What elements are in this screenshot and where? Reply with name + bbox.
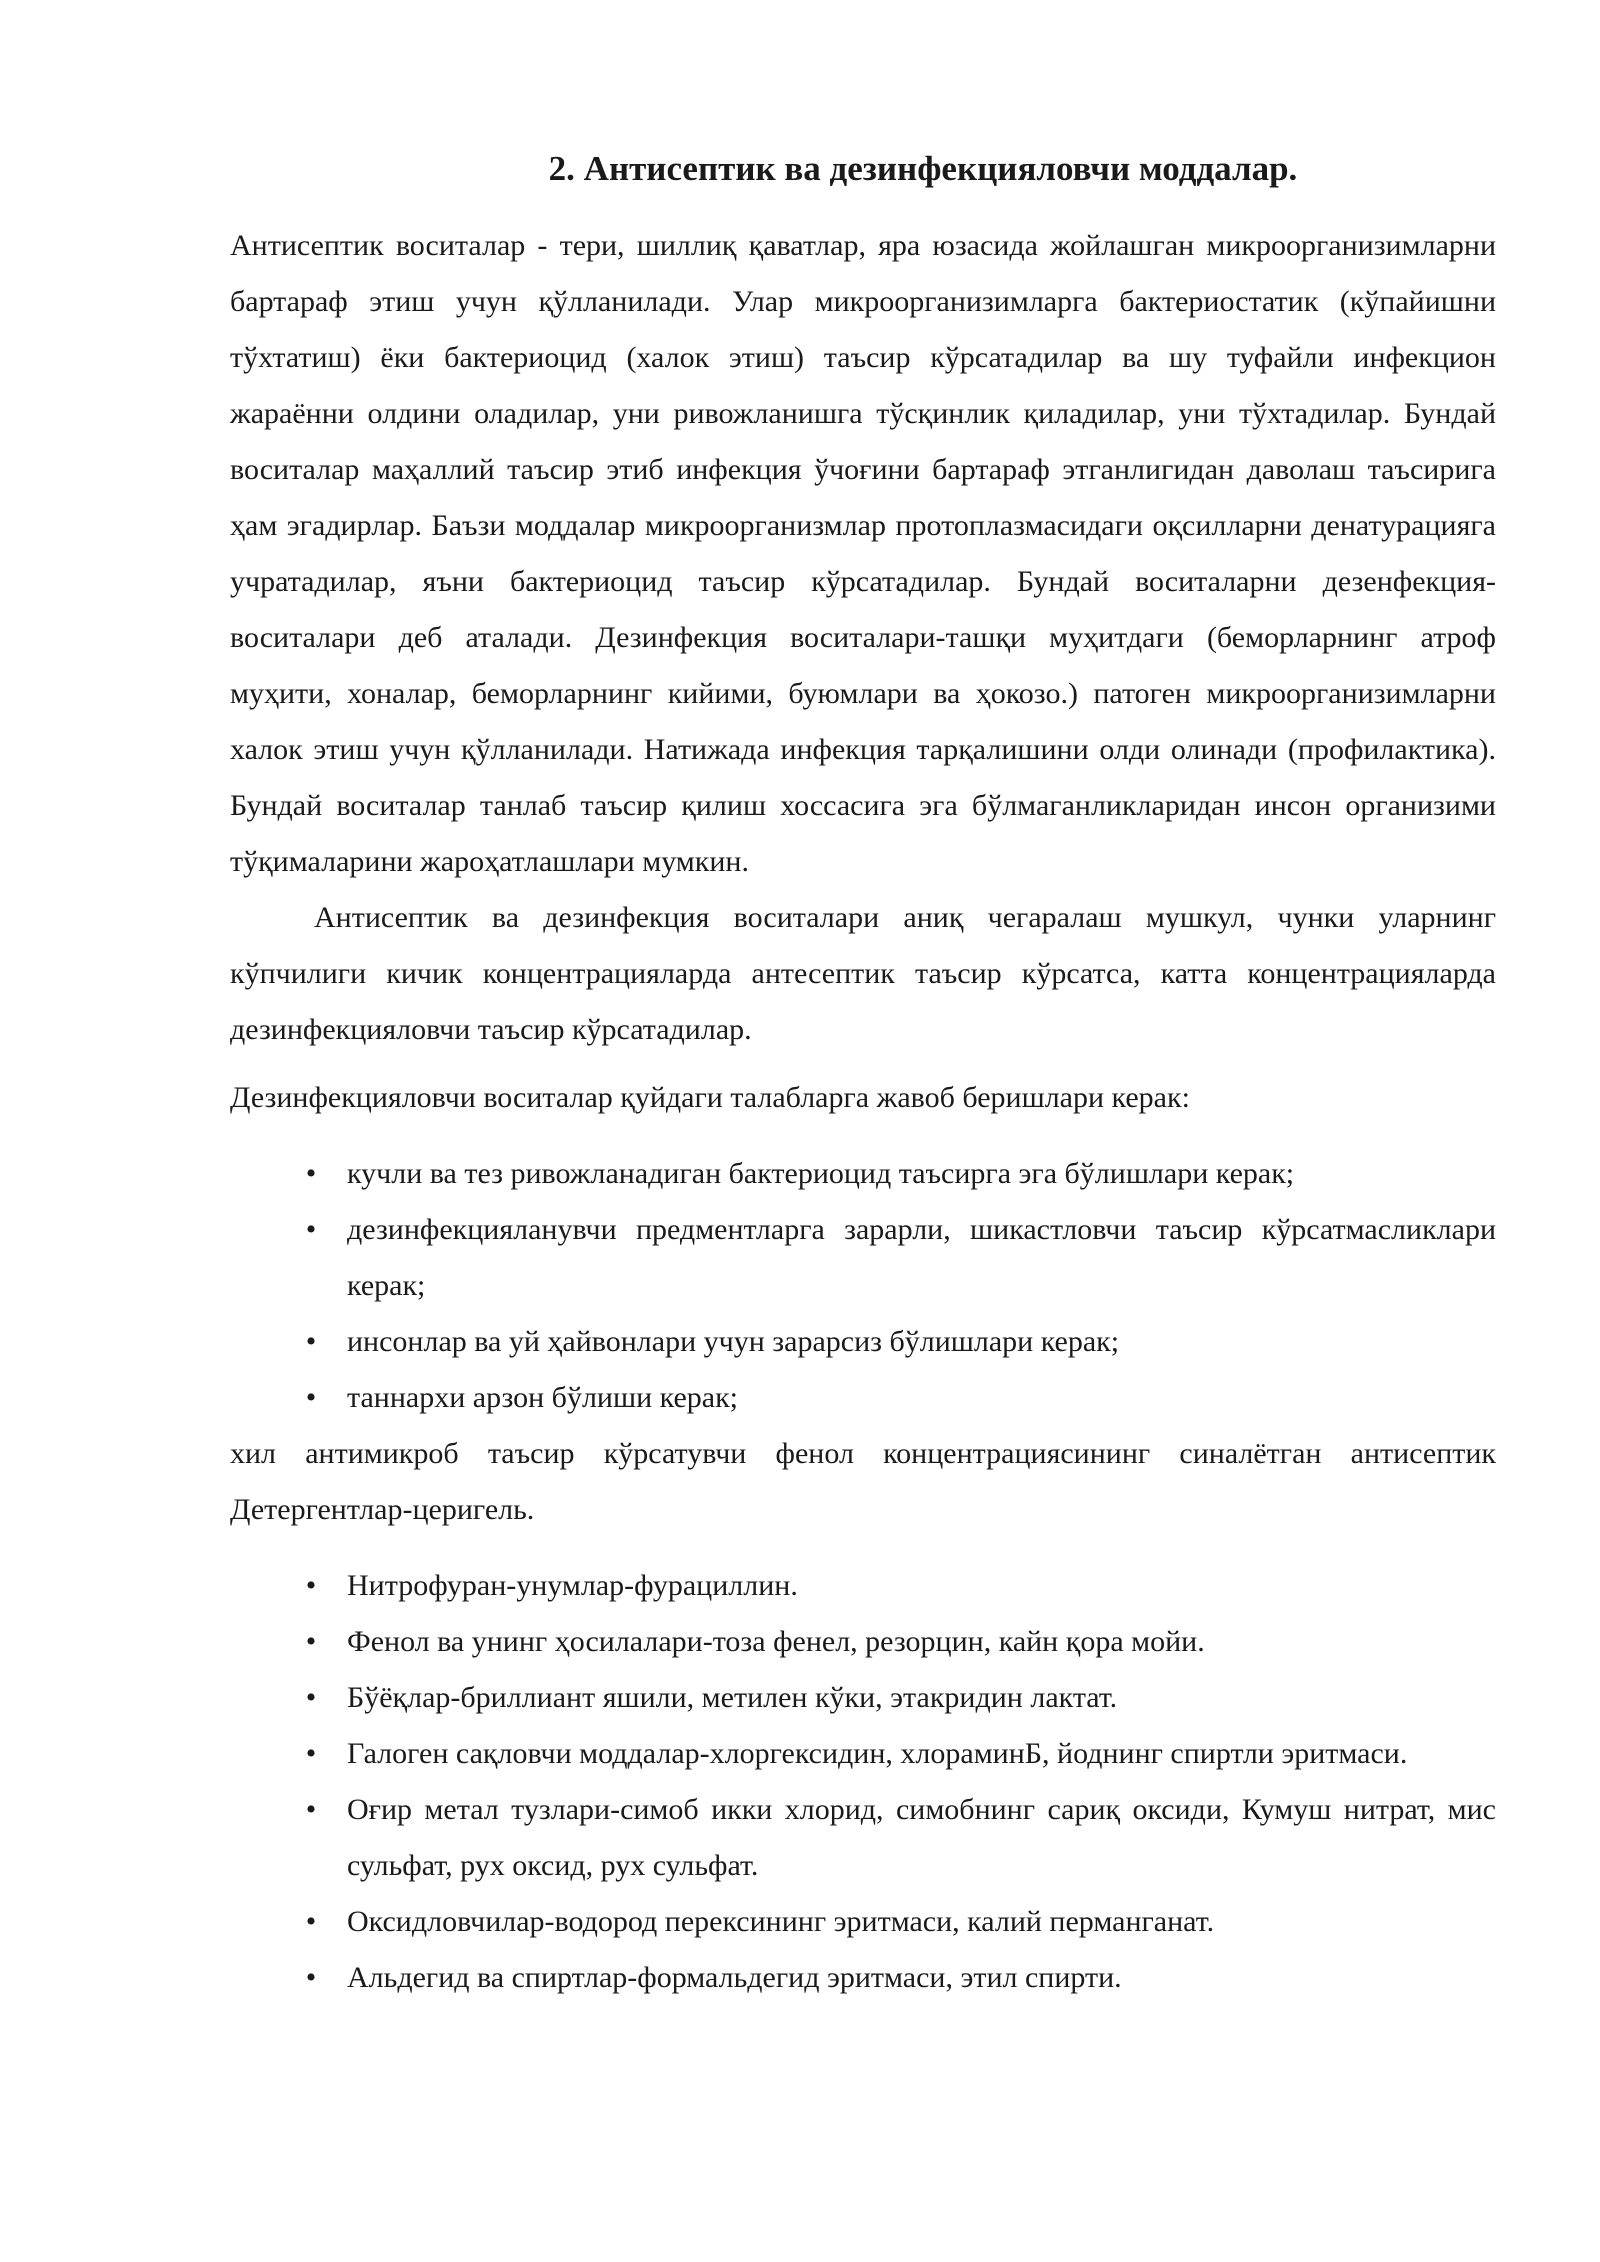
list-item xyxy=(230,1614,1496,1670)
bullet-icon: • xyxy=(305,1961,317,1994)
bullet-icon: • xyxy=(305,1157,317,1190)
list-item-text: Оксидловчилар-водород перексининг эритмаси, калий перманганат. xyxy=(347,1905,1215,1938)
paragraph-requirements-intro: Дезинфекцияловчи воситалар қуйдаги талабларга жавоб беришлари керак: xyxy=(230,1081,1190,1114)
list-item-text: кучли ва тез ривожланадиган бактериоцид таъсирга эга бўлишлари керак; xyxy=(347,1157,1295,1190)
list-item-text: Фенол ва унинг ҳосилалари-тоза фенел, резорцин, кайн қора мойи. xyxy=(347,1625,1205,1658)
bullet-icon: • xyxy=(305,1681,317,1714)
document-page xyxy=(230,142,1496,2006)
list-item xyxy=(230,1670,1496,1726)
bullet-icon: • xyxy=(305,1381,317,1414)
list-item xyxy=(230,1202,1496,1314)
bullet-icon: • xyxy=(305,1905,317,1938)
bullet-icon: • xyxy=(305,1625,317,1658)
antiseptic-groups-list xyxy=(230,1558,1496,2006)
requirements-list xyxy=(230,1146,1496,1426)
list-item-text: Нитрофуран-унумлар-фурациллин. xyxy=(347,1569,798,1602)
list-item xyxy=(230,1950,1496,2006)
bullet-icon: • xyxy=(305,1793,317,1826)
bullet-icon: • xyxy=(305,1569,317,1602)
list-item-text: Галоген сақловчи моддалар-хлоргексидин, хлораминБ, йоднинг спиртли эритмаси. xyxy=(347,1737,1408,1770)
list-item-text: Альдегид ва спиртлар-формальдегид эритмаси, этил спирти. xyxy=(347,1961,1122,1994)
list-item xyxy=(230,1558,1496,1614)
document-title: 2. Антисептик ва дезинфекцияловчи моддалар. xyxy=(548,149,1298,188)
list-item-text: Бўёқлар-бриллиант яшили, метилен кўки, этакридин лактат. xyxy=(347,1681,1118,1714)
list-item xyxy=(230,1782,1496,1894)
list-item-text: инсонлар ва уй ҳайвонлари учун зарарсиз бўлишлари керак; xyxy=(347,1325,1120,1358)
list-item-text: дезинфекцияланувчи предментларга зарарли, шикастловчи таъсир кўрсатмасликлари керак; xyxy=(347,1213,1496,1302)
paragraph-phenol-note: хил антимикроб таъсир кўрсатувчи фенол концентрациясининг синалётган антисептик Детергентлар-церигель. xyxy=(230,1437,1496,1526)
bullet-icon: • xyxy=(305,1213,317,1246)
list-item xyxy=(230,1370,1496,1426)
list-item xyxy=(230,1146,1496,1202)
list-item xyxy=(230,1726,1496,1782)
list-item-text: таннархи арзон бўлиши керак; xyxy=(347,1381,738,1414)
list-item xyxy=(230,1314,1496,1370)
list-item-text: Оғир метал тузлари-симоб икки хлорид, симобнинг сариқ оксиди, Кумуш нитрат, мис сульфат, рух оксид, рух сульфат. xyxy=(347,1793,1496,1882)
bullet-icon: • xyxy=(305,1325,317,1358)
list-item xyxy=(230,1894,1496,1950)
paragraph-antiseptic-definition: Антисептик воситалар - тери, шиллиқ қаватлар, яра юзасида жойлашган микроорганизимларни бартараф этиш учун қўлланилади. Улар микроорганизимларга бактериостатик (кўпайишни тўхтатиш) ёки бактериоцид (халок этиш) таъсир кўрсатадилар ва шу туфайли инфекцион жараённи олдини оладилар, уни ривожланишга тўсқинлик қиладилар, уни тўхтадилар. Бундай воситалар маҳаллий таъсир этиб инфекция ўчоғини бартараф этганлигидан даволаш таъсирига ҳам эгадирлар. Баъзи моддалар микроорганизмлар протоплазмасидаги оқсилларни денатурацияга учратадилар, яъни бактериоцид таъсир кўрсатадилар. Бундай воситаларни дезенфекция-воситалари деб аталади. Дезинфекция воситалари-ташқи муҳитдаги (беморларнинг атроф муҳити, хоналар, беморларнинг кийими, буюмлари ва ҳокозо.) патоген микроорганизимларни халок этиш учун қўлланилади. Натижада инфекция тарқалишини олди олинади (профилактика). Бундай воситалар танлаб таъсир қилиш хоссасига эга бўлмаганликларидан инсон организими тўқималарини жароҳатлашлари мумкин. xyxy=(230,229,1496,878)
bullet-icon: • xyxy=(305,1737,317,1770)
paragraph-boundary-note: Антисептик ва дезинфекция воситалари аниқ чегаралаш мушкул, чунки уларнинг кўпчилиги кичик концентрацияларда антесептик таъсир кўрсатса, катта концентрацияларда дезинфекцияловчи таъсир кўрсатадилар. xyxy=(230,901,1496,1046)
